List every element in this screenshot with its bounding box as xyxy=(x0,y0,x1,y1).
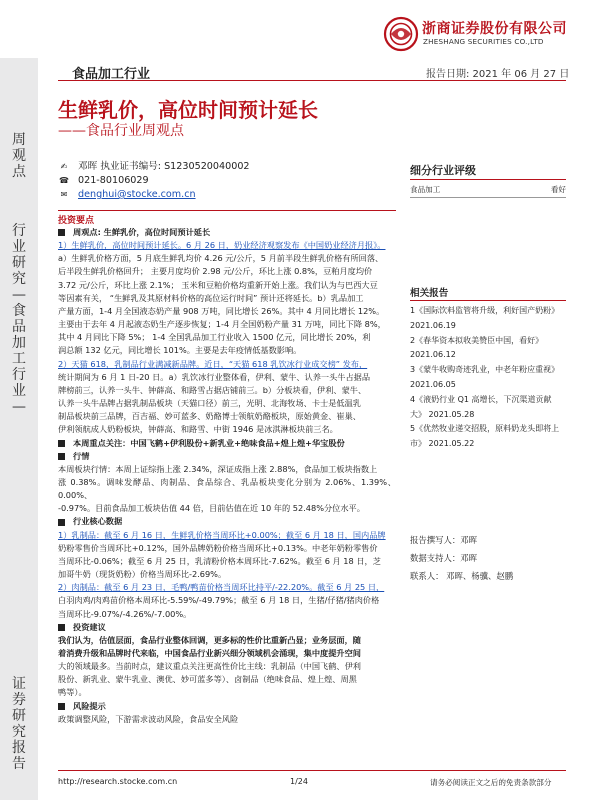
phone-icon: ☎ xyxy=(59,176,69,185)
related-report-item[interactable]: 5《优然牧业递交招股，原料奶龙头即将上市》 2021.05.22 xyxy=(410,424,560,449)
industry-name: 食品加工行业 xyxy=(72,67,151,82)
paragraph-market: 本周板块行情：本周上证综指上涨 2.34%，深证成指上涨 2.88%，食品加工板块指数上 涨 0.38%。调味发酵品、肉制品、食品综合、乳品板块变化分别为 2.06%、1.39%、0.00%、 -0.97%。目前食品加工板块估值 44 倍，目前估值在近 10 年的 52.48%分位水平。 xyxy=(58,463,396,514)
paragraph-milk-price: 1）生鲜乳价，高位时间预计延长。6 月 26 日，奶业经济观察发布《中国奶业经济月报》。 a）生鲜乳价格方面，5 月底生鲜乳均价 4.26 元/公斤，5 月前半段生鲜乳价格有所回落、 后半段生鲜乳价格回升； 主要月度均价 2.98 元/公斤，环比上涨 0.8%，豆粕月度均价 3.72 元/公斤，环比上涨 2.1%； 玉米和豆粕价格均重新开始上涨。我们认为与巴西大豆 等因素有关， “生鲜乳及其原材料价格的高位运行时间” 预计还将延长。b）乳品加工 产量方面，1-4 月全国液态奶产量 908 万吨，同比增长 26%。其中 4 月同比增长 12%。 主要由于去年 4 月起液态奶生产逐步恢复；1-4 月全国奶粉产量 31 万吨，同比下降 8%， 其中 4 月同比下降 5%； 1-4 全国乳品加工行业收入 1500 亿元，同比增长 20%，利 润总额 132 亿元，同比增长 101%。主要是去年疫情低基数影响。 xyxy=(58,240,386,356)
section-focus: 本周重点关注：中国飞鹤+伊利股份+新乳业+绝味食品+煌上煌+华宝股份 xyxy=(58,437,396,450)
side-panel xyxy=(0,58,38,800)
square-bullet-icon xyxy=(58,229,65,236)
author-block xyxy=(58,160,250,202)
square-bullet-icon xyxy=(58,453,65,460)
key-points-title: 投资要点 xyxy=(58,216,95,226)
section-investment-advice: 投资建议 xyxy=(58,621,396,634)
sidebar-label-weekly: 周观点 xyxy=(12,132,26,180)
rating-value: 看好 xyxy=(550,185,566,194)
contacts: 联系人： 邓晖、杨骥、赵鹏 xyxy=(410,571,514,581)
report-author: 报告撰写人：邓晖 xyxy=(410,535,477,545)
paragraph-risk: 政策调整风险，下游需求波动风险，食品安全风险 xyxy=(58,713,239,724)
square-bullet-icon xyxy=(58,624,65,631)
footer-divider xyxy=(58,770,566,771)
sidebar-label-report-type: 证券研究报告 xyxy=(12,676,26,772)
report-date: 报告日期: 2021 年 06 月 27 日 xyxy=(426,69,570,80)
rating-sector: 食品加工 xyxy=(410,185,441,194)
footer-disclaimer: 请务必阅读正文之后的免责条款部分 xyxy=(430,778,552,787)
sidebar-label-industry: 行业研究—食品加工行业— xyxy=(12,223,26,415)
section-weekly-view: 周观点: 生鲜乳价，高位时间预计延长 xyxy=(58,226,396,239)
key-points-divider xyxy=(58,210,396,211)
author-email-link[interactable]: denghui@stocke.com.cn xyxy=(78,189,196,200)
main-body xyxy=(58,226,396,726)
report-subtitle: ——食品行业周观点 xyxy=(58,123,184,139)
section-risk: 风险提示 xyxy=(58,700,396,713)
data-support: 数据支持人：邓晖 xyxy=(410,553,477,563)
related-reports-list xyxy=(410,304,566,452)
rating-title: 细分行业评级 xyxy=(410,164,476,177)
related-report-item[interactable]: 1《国际饮料监管将升级，利好国产奶粉》 2021.06.19 xyxy=(410,306,560,330)
brand-name-en: ZHESHANG SECURITIES CO.,LTD xyxy=(423,37,544,46)
related-reports-title: 相关报告 xyxy=(410,288,449,299)
square-bullet-icon xyxy=(58,519,65,526)
related-report-item[interactable]: 2《春华资本拟收美赞臣中国，看好》 2021.06.12 xyxy=(410,335,544,360)
square-bullet-icon xyxy=(58,440,65,447)
person-icon: ✍ xyxy=(60,162,68,171)
paragraph-tmall-618: 2）天猫 618，乳制品行业满减新品牌。近日，“天猫 618 乳饮冰行业成交榜” 发布， 统计期间为 6 月 1 日-20 日。a）乳饮冰行业整体看，伊利、蒙牛、认养一头牛占据品 牌榜前三，认养一头牛、钟薛高、和路雪占据店铺前三。b）分板块看，伊利、蒙牛、 认养一头牛品牌占据乳制品板块（天猫口径）前三，光明、北海牧场、卡士是低温乳 制品板块前三品牌，百吉福、妙可蓝多、奶酪博士领航奶酪板块，原始黄金、崔巢、 伊利领航成人奶粉板块，钟薛高、和路雪、中街 1946 是冰淇淋板块前三名。 xyxy=(58,358,371,435)
author-phone: 021-80106029 xyxy=(78,175,149,186)
square-bullet-icon xyxy=(58,703,65,710)
zheshang-logo-icon xyxy=(383,16,419,52)
related-report-item[interactable]: 4《液奶行业 Q1 高增长，下沉渠道贡献大》 2021.05.28 xyxy=(410,394,552,419)
paragraph-advice: 我们认为，估值层面，食品行业整体回调，更多标的性价比重新凸显；业务层面，随 着消费升级和品牌时代来临，中国食品行业新兴细分领域机会涌现，集中度提升空间 大的领域最多。当前时点，建议重点关注更高性价比主线：乳制品（中国飞鹤、伊利 股份、新乳业、蒙牛乳业、澳优、妙可蓝多等）、卤制品（绝味食品、煌上煌、周黑 鸭等）。 xyxy=(58,634,361,698)
header-divider xyxy=(58,80,566,81)
contact-block xyxy=(410,531,566,585)
brand-name-cn: 浙商证券股份有限公司 xyxy=(422,21,567,37)
paragraph-core-data: 1）乳制品：截至 6 月 16 日，生鲜乳价格当周环比+0.00%；截至 6 月 18 日，国内品牌 奶粉零售价当周环比+0.12%，国外品牌奶粉价格当周环比+0.13%。中老年奶粉零售价 当周环比-0.06%；截至 6 月 25 日，乳清粉价格本周环比-7.62%。截至 6 月 18 日，芝 加哥牛奶（现货奶粉）价格当周环比-2.69%。 2）肉制品：截至 6 月 23 日，毛鸭/鸭苗价格当周环比持平/-22.20%。截至 6 月 25 日， 白羽肉鸡/肉鸡苗价格本周环比-5.59%/-49.79%；截至 6 月 18 日，生猪/仔猪/猪肉价格 当周环比-9.07%/-4.26%/-7.00%。 xyxy=(58,529,386,619)
section-core-data: 行业核心数据 xyxy=(58,515,396,528)
section-market: 行情 xyxy=(58,450,396,463)
report-title: 生鲜乳价，高位时间预计延长 xyxy=(58,98,318,122)
page-number: 1/24 xyxy=(290,777,308,786)
email-icon: ✉ xyxy=(60,190,68,199)
rating-bottom-divider xyxy=(410,197,566,198)
related-divider xyxy=(410,300,566,301)
author-name-cert: 邓晖 执业证书编号: S1230520040002 xyxy=(78,161,250,172)
related-report-item[interactable]: 3《蒙牛收购奇迹乳业，中老年粉应重视》 2021.06.05 xyxy=(410,365,560,389)
footer-website-link[interactable]: http://research.stocke.com.cn xyxy=(58,777,178,786)
rating-divider xyxy=(410,179,566,180)
rating-row xyxy=(410,184,566,195)
